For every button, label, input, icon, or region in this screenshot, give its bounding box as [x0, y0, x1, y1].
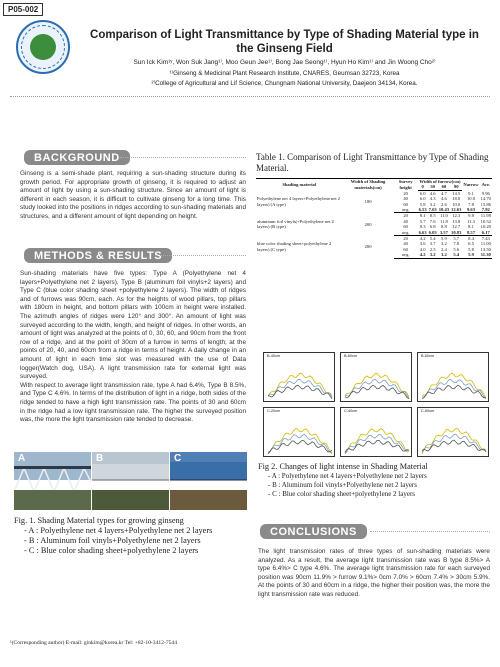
table-cell: 11.98: [480, 213, 491, 219]
background-heading: BACKGROUND: [24, 150, 130, 165]
table-cell: 20: [403, 213, 408, 219]
graph-series-line: [268, 440, 332, 454]
th-width: Width of Shading materials(cm): [342, 179, 393, 191]
th-avg: Ave.: [480, 179, 492, 191]
graph-series-line: [422, 373, 486, 399]
figure1-item-c: - C : Blue color shading sheet+polyethylene 2 layers: [24, 546, 199, 555]
table-cell: 2.6: [441, 201, 447, 207]
figure2-title: Fig 2. Changes of light intense in Shading Material: [258, 462, 428, 471]
table-cell: 10.0: [452, 201, 461, 207]
graph-label: B-60cm: [344, 354, 358, 358]
table-cell: 12.3: [452, 213, 461, 219]
header-divider: [10, 96, 490, 97]
table-cell: 5.7: [419, 218, 426, 224]
table-cell: 8.1: [468, 224, 474, 230]
table-row: [256, 213, 492, 219]
table-cell: 6.0: [419, 190, 426, 196]
table-cell: 14.70: [480, 196, 491, 202]
background-divider: [120, 157, 246, 158]
table-cell: 6.5: [468, 241, 474, 247]
table-avg-cell: 6.53: [418, 207, 427, 213]
table-cell: 5.6: [453, 246, 460, 252]
table-cell: 60: [403, 224, 408, 230]
graph-series-line: [268, 434, 332, 453]
table-cell: 4.0: [419, 246, 426, 252]
table-cell: 7.6: [429, 218, 436, 224]
table-cell: 3.2: [429, 201, 436, 207]
table-cell: 5.9: [441, 236, 447, 242]
graph-label: C-60cm: [421, 409, 435, 413]
graph-series-line: [422, 385, 486, 398]
table-avg-cell: 10.43: [438, 207, 450, 213]
table-cell: 13.50: [480, 246, 491, 252]
graph-panel: [340, 407, 412, 457]
photo-b: [92, 452, 169, 510]
table-avg-cell: 9.63: [462, 207, 479, 213]
table-cell: 6.8: [429, 224, 436, 230]
th-col-60: 60: [438, 184, 450, 190]
table-cell: 2.4: [441, 246, 447, 252]
graph-series-line: [422, 428, 486, 454]
table-cell: 3.2: [441, 241, 447, 247]
table-cell: 14.5: [452, 190, 461, 196]
table-cell: 20: [403, 190, 408, 196]
table-avg-cell: 3.57: [438, 230, 450, 236]
table-cell: 60: [403, 201, 408, 207]
cell-width: 200: [364, 221, 372, 227]
figure2-item-a: - A : Polyethylene net 4 layers+Polyethylene net 2 layers: [268, 472, 427, 480]
cell-material: blue color shading sheet+polyethylene 2 layers) (C type): [257, 241, 332, 252]
graph-label: B-40cm: [267, 354, 281, 358]
table-cell: 10.20: [480, 224, 491, 230]
th-height: Survey height: [394, 179, 418, 191]
author-list: Sun Ick Kim¹ʸ, Won Suk Jang¹⁾, Moo Geun Jee¹⁾, Bong Jae Seong¹⁾, Hyun Ho Kim¹⁾ and Jin Woong Cho²⁾: [133, 59, 436, 66]
table-cell: 4.2: [419, 236, 426, 242]
cell-width: 180: [364, 198, 372, 204]
photo-label-a: A: [18, 453, 26, 464]
table-avg-cell: 12.63: [451, 207, 462, 213]
photo-label-c: C: [174, 453, 182, 464]
table-cell: 8.5: [429, 213, 436, 219]
table-cell: 4.7: [441, 190, 447, 196]
table-cell: 8.8: [441, 224, 447, 230]
graph-series-line: [268, 428, 332, 453]
table-cell: 9.96: [481, 190, 490, 196]
table-cell: 3.6: [419, 241, 426, 247]
graph-panel: [417, 407, 489, 457]
graph-panel: [417, 352, 489, 402]
table-avg-cell: 5.4: [450, 252, 462, 258]
table-avg-cell: avg.: [394, 252, 418, 258]
graph-label: C-20cm: [267, 409, 281, 413]
th-material: Shading material: [256, 179, 342, 191]
table-cell: 11.00: [480, 241, 491, 247]
table-avg-cell: 7.92: [480, 207, 492, 213]
photo-c: [170, 452, 247, 510]
figure1-title: Fig. 1. Shading Material types for growing ginseng: [14, 516, 184, 525]
table-avg-cell: 5.9: [462, 252, 479, 258]
th-col-90: 90: [450, 184, 462, 190]
table-cell: 7.8: [468, 201, 474, 207]
conclusions-text: The light transmission rates of three types of sun-shading materials were analyzed. As a result, the average light transmission rate was B type 8.5%> A type 6.4%> C type 4.6%. The average light transmission rate for each surveyed position was 90cm 11.9% > furrow 9.1%> 0cm 7.0% > 60cm 7.4% > 30cm 5.9%. At the points of 30 and 60cm in a ridge, the higher their position was, the more the light transmission rate was reduced.: [258, 548, 490, 598]
affiliation-1: ¹⁾Ginseng & Medicinal Plant Research Institute, CNARES, Geumsan 32723, Korea: [169, 70, 400, 77]
table-cell: 40: [403, 218, 408, 224]
table-avg-cell: 3.2: [428, 252, 438, 258]
methods-heading: METHODS & RESULTS: [24, 248, 172, 263]
figure2-item-c: - C : Blue color shading sheet+polyethylene 2 layers: [268, 490, 416, 498]
table-avg-cell: avg.: [394, 207, 418, 213]
table-cell: 11.3: [467, 218, 475, 224]
shading-photos: [14, 452, 248, 510]
table-avg-cell: 4.2: [418, 252, 428, 258]
graph-series-line: [268, 379, 332, 397]
graph-label: B-60cm: [421, 354, 435, 358]
table-cell: 7.43: [481, 236, 490, 242]
figure1-caption: [14, 516, 250, 556]
table1: [256, 178, 492, 259]
table-cell: 5.7: [453, 236, 460, 242]
conclusions-divider: [370, 531, 490, 532]
table-avg-cell: 6.03: [428, 229, 437, 235]
figure2-caption: [258, 462, 494, 499]
table-cell: 7.8: [453, 241, 460, 247]
table-avg-cell: 6.17: [480, 230, 492, 236]
graph-panel: [263, 352, 335, 402]
table-cell: 12.7: [452, 224, 461, 230]
table-cell: 15.86: [480, 201, 491, 207]
table-cell: 9.8: [468, 213, 474, 219]
th-col-0: 0: [418, 184, 428, 190]
table-cell: 6.0: [419, 196, 426, 202]
table-cell: 60: [403, 246, 408, 252]
table-cell: 11.8: [439, 218, 448, 224]
poster-id: P05-002: [3, 3, 43, 16]
table-cell: 8.1: [419, 213, 426, 219]
table-cell: 18.0: [452, 196, 461, 202]
table-cell: 8.3: [419, 224, 426, 230]
table-cell: 11.0: [439, 213, 448, 219]
th-col-30: 30: [428, 184, 438, 190]
cell-width: 200: [364, 244, 372, 250]
table-avg-cell: avg.: [394, 230, 418, 236]
table-cell: 5.4: [429, 236, 436, 242]
table-avg-cell: 6.63: [418, 229, 427, 235]
graph-label: C-40cm: [344, 409, 358, 413]
table1-title: Table 1. Comparison of Light Transmittance by Type of Shading Material.: [256, 152, 489, 173]
table-avg-cell: 10.83: [451, 229, 462, 235]
table-cell: 10.52: [480, 218, 491, 224]
table-cell: 4.6: [441, 196, 447, 202]
table-cell: 4.6: [429, 190, 436, 196]
table-cell: 2.5: [429, 246, 436, 252]
photo-label-b: B: [96, 453, 104, 464]
methods-text: Sun-shading materials have five types: Type A (Polyethylene net 4 layers+Polyethylene net 2 layers), Type B (aluminum foil vinyls+2 layers) and Type C (blue color shading sheet +polyethylene 2 layers). The width of ridges and of furrows was 90cm, each. As for the heights of wood pillars, top pillars with 180cm in height, and bottom pillars with 100cm in height were installed. The azimuth angles of ridges were 120° and 300°. An amount of light was surveyed according to the width, length, and height of ridges. In other words, an amount of light was analyzed at the points of 0, 30, 60, and 90cm from the front row of a ridge, and at the point of 30cm of a furrow in terms of length; at the points of 20, 40, and 60cm from a ridge in terms of height. A daily change in an amount of light in each time slot was measured with the use of Data logger(Watch dog, USA). A light transmission rate for external light was surveyed. With respect to average light transmission rate, type A had 6.4%, Type B 8.5%, and Type C 4.6%. In terms of the distribution of light in a ridge, both sides of the ridge tended to have a high light transmission rate. The points of 30 and 60cm in the ridge had a low light transmission rate. The higher the surveyed position was, the more the light transmission rate tended to decrease.: [20, 270, 246, 424]
graph-panel: [340, 352, 412, 402]
graph-panel: [263, 407, 335, 457]
methods-divider: [160, 255, 246, 256]
table-cell: 40: [403, 196, 408, 202]
table-cell: 8.4: [468, 236, 474, 242]
table-cell: 5.8: [419, 201, 426, 207]
figure2-item-b: - B : Aluminum foil vinyls+Polyethylene net 2 layers: [268, 481, 417, 489]
table-cell: 20: [403, 236, 408, 242]
graph-series-line: [345, 434, 409, 454]
affiliation-2: ²⁾College of Agricultural and Lif Science, Chungnam National University, Daejeon 34134, Korea.: [151, 80, 418, 87]
table-cell: 10.0: [466, 196, 476, 202]
graph-series-line: [422, 440, 486, 452]
table-avg-cell: 11.30: [480, 252, 491, 258]
light-change-graphs: [263, 352, 489, 458]
poster-title: Comparison of Light Transmittance by Type of Shading Material type in the Ginseng Field: [90, 29, 479, 55]
table-avg-cell: 3.2: [438, 252, 450, 258]
table-avg-cell: 7.63: [428, 207, 437, 213]
table-avg-cell: 8.57: [462, 230, 479, 236]
th-narrow: Narrow: [462, 179, 479, 191]
figure1-item-a: - A : Polyethylene net 4 layers+Polyethylene net 2 layers: [24, 526, 213, 535]
table-cell: 4.3: [429, 196, 436, 202]
photo-a: [14, 452, 91, 510]
cell-material: aluminum foil vinyls(+Polyethylene net 2 layers) (B type): [257, 218, 334, 230]
figure1-item-b: - B : Aluminum foil vinyls+Polyethylene net 2 layers: [24, 536, 201, 545]
th-width-furrow: Width of furrow(cm): [419, 179, 461, 184]
graph-series-line: [268, 373, 332, 397]
corresponding-author-footnote: ¹(Corresponding author) E-mail: ginkim@korea.kr Tel: +82-10-3412-7544: [10, 640, 178, 646]
logo-emblem: [30, 34, 56, 60]
conclusions-heading: CONCLUSIONS: [260, 524, 367, 539]
table-cell: 9.1: [468, 190, 474, 196]
table-cell: 40: [403, 241, 408, 247]
table-cell: 3.7: [429, 241, 436, 247]
table-cell: 5.8: [468, 246, 474, 252]
table-cell: 13.8: [452, 218, 461, 224]
background-text: Ginseng is a semi-shade plant, requiring a sun-shading structure during its growth period. For appropriate growth of ginseng, it is required to adjust an amount of light by using a sun-shading structure. Since an amount of light is different in each season, it is difficult to cultivate ginseng for a long time. This study looked into the positions in ridges according to sun-shading materials and structures, and a different amount of light depending on height.: [20, 170, 246, 220]
cell-material: Polyethylene net 4 layers+Polyethylene net 2 layers) (A type): [257, 196, 341, 207]
institute-logo: [16, 20, 70, 74]
